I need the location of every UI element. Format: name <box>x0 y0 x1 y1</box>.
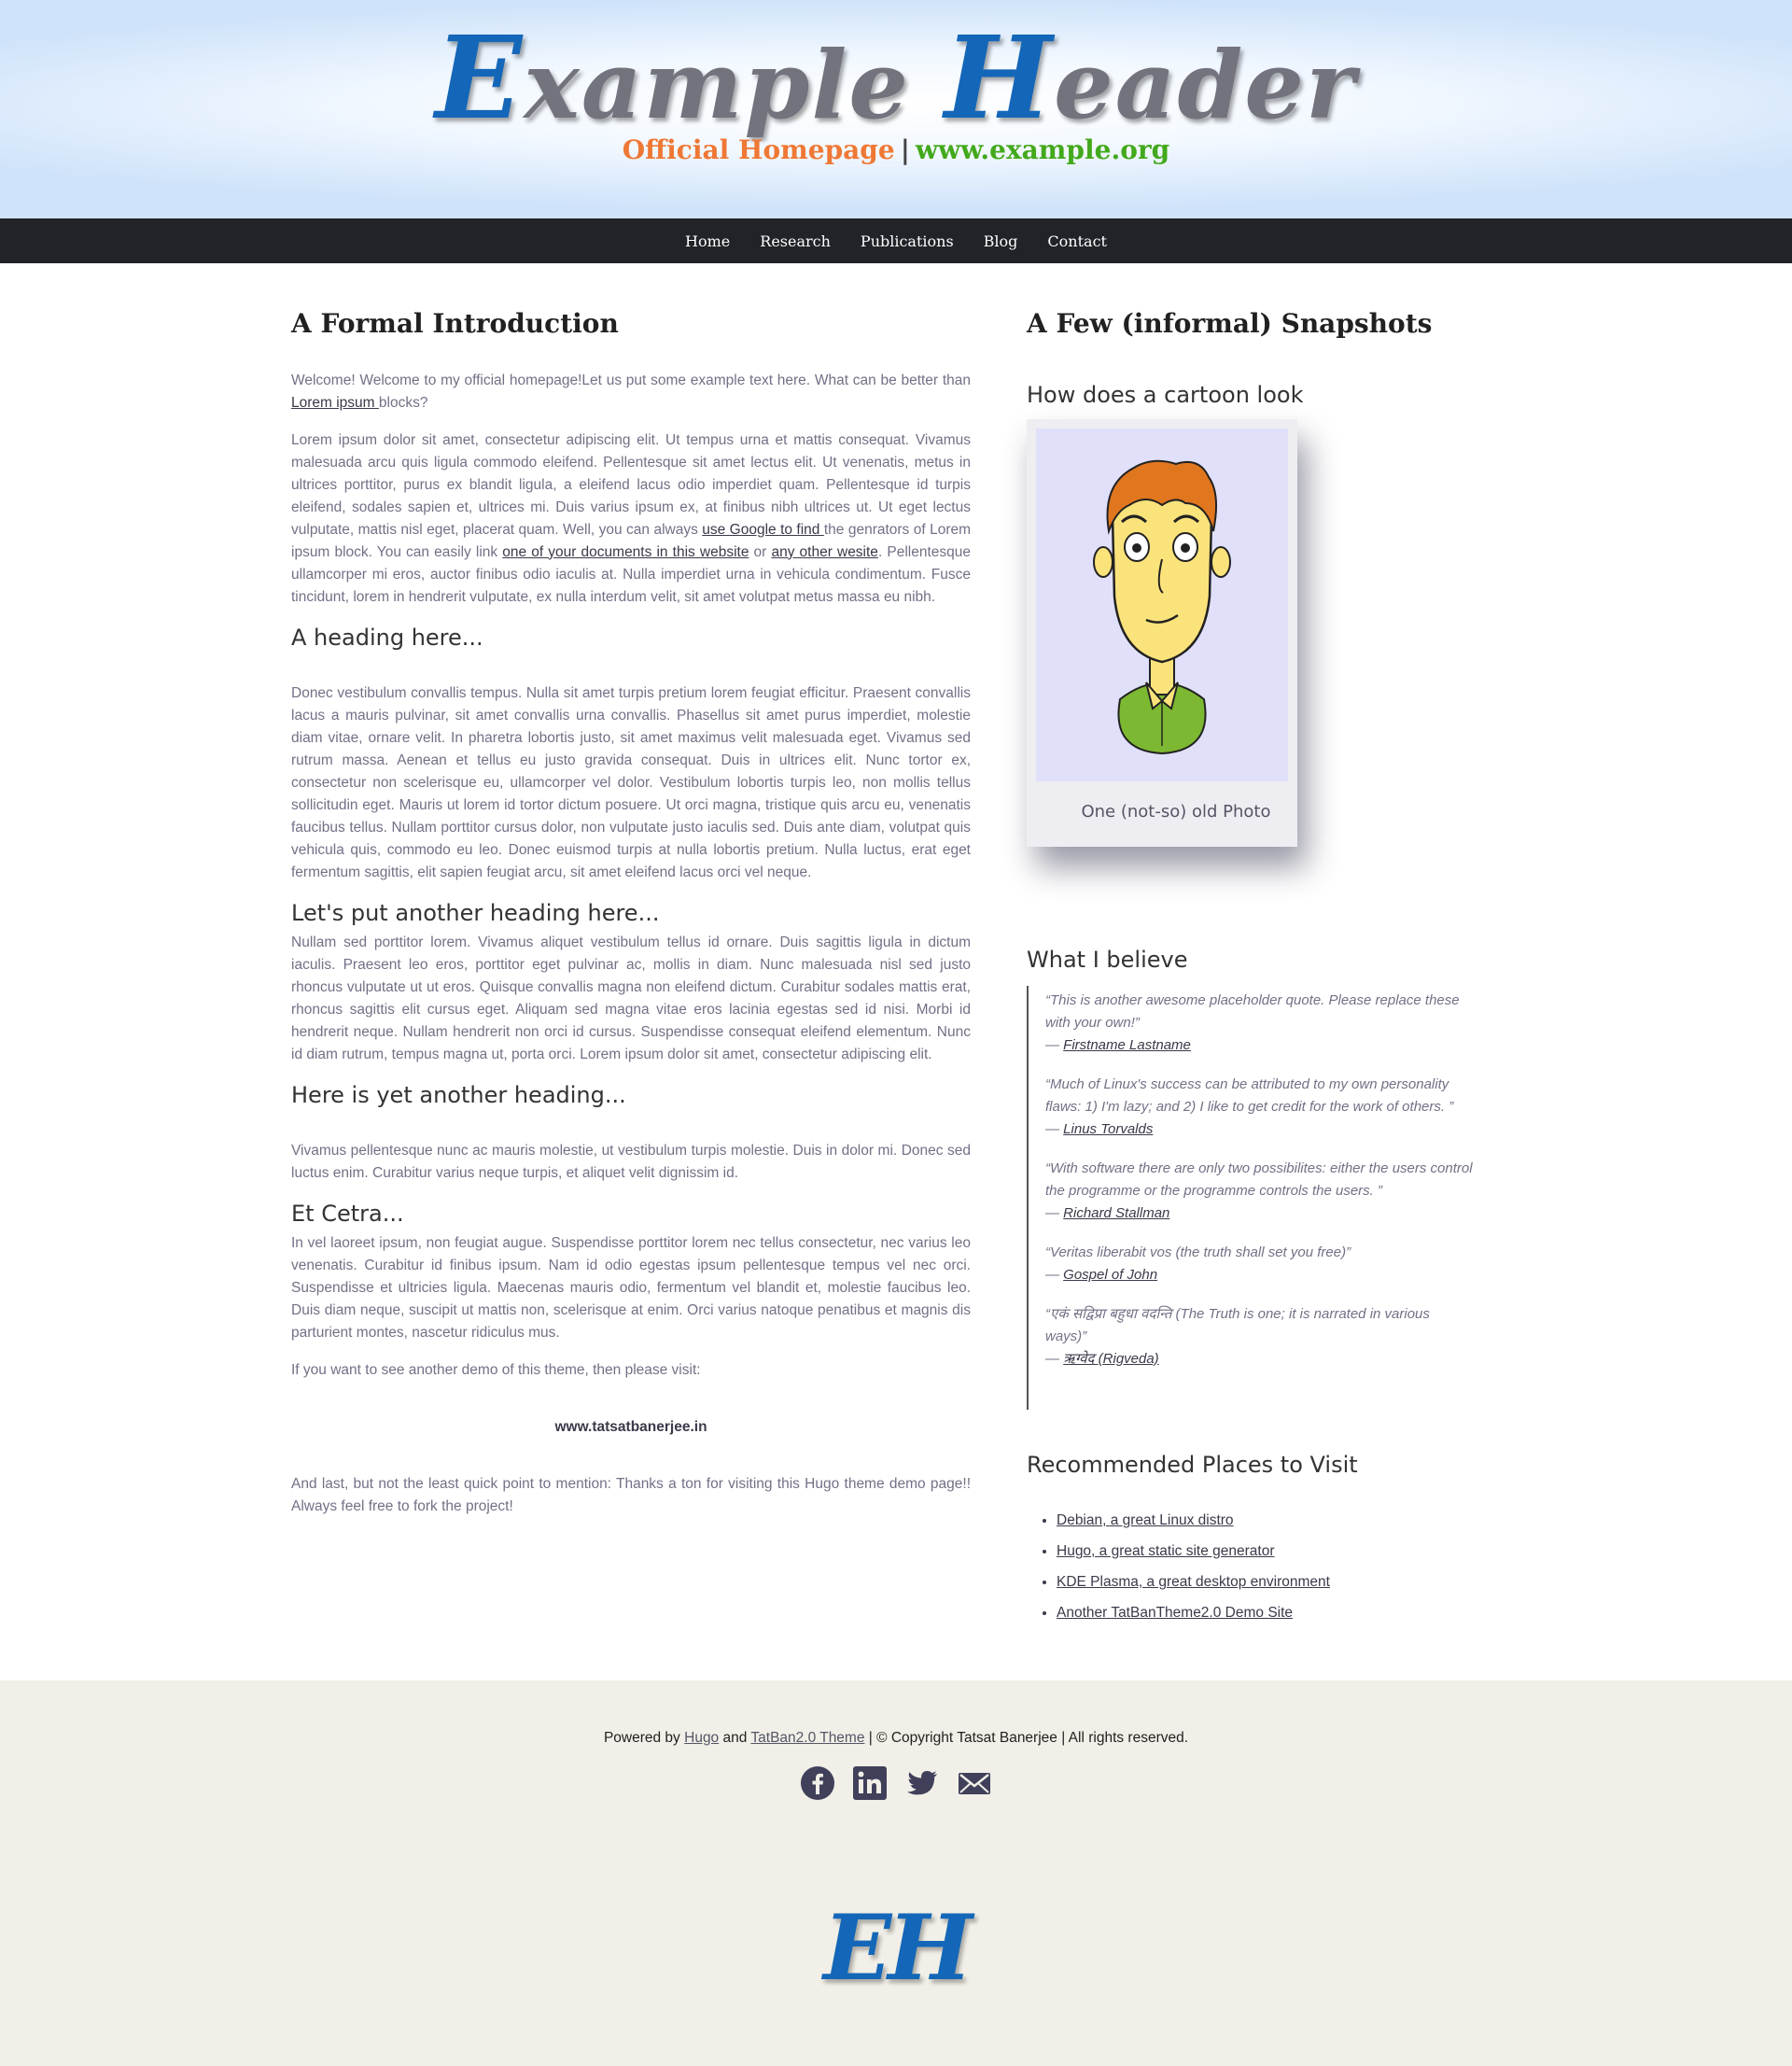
subtitle-homepage: Official Homepage <box>622 134 895 165</box>
intro-title: A Formal Introduction <box>291 308 619 339</box>
social-links <box>0 1766 1792 1800</box>
places-heading: Recommended Places to Visit <box>1027 1451 1358 1478</box>
quote-item <box>1045 1158 1475 1225</box>
hugo-link[interactable]: Hugo <box>684 1730 720 1746</box>
quote-author-link[interactable]: Gospel of John <box>1063 1266 1158 1283</box>
facebook-icon[interactable] <box>801 1766 834 1800</box>
quote-dash: — <box>1045 1204 1064 1221</box>
lorem-paragraph <box>291 429 971 609</box>
places-list <box>1027 1510 1475 1624</box>
powered-by-text: Powered by <box>603 1730 685 1746</box>
quote-dash: — <box>1045 1266 1064 1283</box>
quote-author-link[interactable]: Firstname Lastname <box>1063 1036 1191 1053</box>
list-item <box>1057 1540 1475 1563</box>
quote-text: “This is another awesome placeholder quote. Please replace these with your own!” <box>1045 991 1460 1031</box>
quote-item <box>1045 990 1475 1057</box>
quote-text: “Much of Linux's success can be attributed to my own personality flaws: 1) I'm lazy; and 2) I like to get credit for the work of others. ” <box>1045 1075 1454 1115</box>
intro-paragraph <box>291 370 971 415</box>
demo-site-link[interactable]: www.tatsatbanerjee.in <box>554 1419 707 1436</box>
paragraph-4: Nullam sed porttitor lorem. Vivamus aliquet vestibulum tellus id ornare. Duis sagittis ligula in dictum iaculis. Praesent leo eros, porttitor eget pulvinar ac, mollis in diam. Nunc malesuada nisl sed justo rhoncus vulputate ut ut eros. Quisque convallis magna non eleifend dictum. Curabitur sodales mattis erat, rhoncus sagittis elit cursus eget. Aliquam sed magna vitae eros lacinia egestas sed id nisi. Morbi id hendrerit neque. Nullam hendrerit non orci id cursus. Suspendisse consequat eleifend elementum. Nunc id diam rutrum, tempus magna ut, porta orci. Lorem ipsum dolor sit amet, consectetur adipiscing elit. <box>291 934 971 1062</box>
paragraph-7: If you want to see another demo of this theme, then please visit: <box>291 1362 701 1379</box>
cartoon-image <box>1036 429 1288 781</box>
heading-3: Here is yet another heading... <box>291 1081 626 1108</box>
paragraph-8: And last, but not the least quick point to mention: Thanks a ton for visiting this Hugo theme demo page!! Always feel free to fork the project! <box>291 1476 971 1515</box>
nav-publications[interactable]: Publications <box>860 232 954 250</box>
cartoon-face-icon <box>1036 429 1288 781</box>
footer <box>0 1680 1792 2066</box>
twitter-icon[interactable] <box>905 1766 939 1800</box>
site-subtitle <box>0 134 1792 165</box>
copyright-text: | © Copyright Tatsat Banerjee | All rights reserved. <box>864 1730 1189 1746</box>
quote-author-line <box>1045 1348 1475 1370</box>
lorem-ipsum-link[interactable]: Lorem ipsum <box>291 394 379 411</box>
quote-item <box>1045 1242 1475 1286</box>
quote-item <box>1045 1074 1475 1141</box>
list-item <box>1057 1510 1475 1532</box>
p2-text-a: Lorem ipsum dolor sit amet, consectetur adipiscing elit. Ut tempus urna et mattis consequat. Vivamus malesuada arcu quis ligula commodo eleifend. Pellentesque sit amet lectus elit. Ut venenatis, metus in ultrices porttitor, purus ex blandit ligula, a eleifend lacus odio imperdiet quam. Pellentesque id turpis eleifend, sodales sapien et, ultrices mi. Duis varius ipsum ex, at finibus nibh ultrices ut. Ut eget lectus vulputate, mattis nisl eget, placerat quam. Well, you can always <box>291 431 971 538</box>
nav-contact[interactable]: Contact <box>1047 232 1107 250</box>
quote-author-line <box>1045 1264 1475 1286</box>
other-website-link[interactable]: any other wesite <box>771 543 878 560</box>
paragraph-5: Vivamus pellentesque nunc ac mauris molestie, ut vestibulum turpis molestie. Duis in dolor mi. Donec sed luctus enim. Curabitur varius neque turpis, et aliquet velit dignissim id. <box>291 1143 971 1182</box>
subtitle-separator: | <box>900 134 910 165</box>
title-cap-h: H <box>944 10 1055 145</box>
place-link-debian[interactable]: Debian, a great Linux distro <box>1057 1512 1234 1529</box>
photo-card <box>1027 419 1297 847</box>
quote-dash: — <box>1045 1120 1064 1137</box>
paragraph-3: Donec vestibulum convallis tempus. Nulla sit amet turpis pretium lorem feugiat efficitur. Praesent convallis lacus a mauris pulvinar, sit amet convallis urna convallis. Phasellus sit amet purus imperdiet, molestie diam vitae, ornare velit. In pharetra lobortis justo, sit amet maximus velit malesuada eget. Vivamus sed rutrum massa. Aenean et tellus eu justo gravida consequat. Duis in ultrices elit. Nunc tortor ex, consectetur non scelerisque eu, ullamcorper vel dolor. Vestibulum lobortis turpis leo, non mollis tellus sollicitudin eget. Mauris ut lorem id tortor dictum posuere. Ut orci magna, tristique quis arcu eu, venenatis faucibus tellus. Nullam porttitor cursus dolor, non vulputate justo iaculis sed. Duis ante diam, volutpat quis vehicula quis, commodo eu leo. Donec euismod turpis at nulla lobortis pretium. Nulla luctus, erat eget fermentum sagittis, elit sapien feugiat arcu, sit amet eleifend lacus orci vel neque. <box>291 684 971 880</box>
photo-caption: One (not-so) old Photo <box>1081 801 1271 822</box>
quotes-block <box>1027 986 1475 1410</box>
list-item <box>1057 1571 1475 1594</box>
cartoon-heading: How does a cartoon look <box>1027 381 1304 408</box>
place-link-kde[interactable]: KDE Plasma, a great desktop environment <box>1057 1574 1330 1591</box>
site-title <box>0 10 1792 145</box>
email-icon[interactable] <box>958 1766 991 1800</box>
google-link[interactable]: use Google to find <box>702 521 824 538</box>
believe-heading: What I believe <box>1027 946 1188 973</box>
nav-home[interactable]: Home <box>685 232 731 250</box>
quote-author-link[interactable]: ऋग्वेद (Rigveda) <box>1063 1350 1159 1367</box>
place-link-hugo[interactable]: Hugo, a great static site generator <box>1057 1543 1275 1560</box>
heading-2: Let's put another heading here... <box>291 899 660 926</box>
heading-1: A heading here... <box>291 624 483 651</box>
right-column <box>1027 308 1475 1633</box>
footer-logo: EH <box>823 1895 969 2001</box>
subtitle-url: www.example.org <box>915 134 1170 165</box>
p2-text-c: or <box>749 543 772 560</box>
paragraph-6: In vel laoreet ipsum, non feugiat augue. Suspendisse porttitor lorem nec tellus consectetur, nec varius leo venenatis. Curabitur id finibus ipsum. Nam id odio egestas ipsum pellentesque tempus vel nec orci. Suspendisse et ultricies ligula. Maecenas mauris odio, fermentum vel blandit et, molestie faucibus leo. Duis diam neque, suscipit ut mattis non, scelerisque at enim. Orci varius natoque penatibus et magnis dis parturient montes, nascetur ridiculus mus. <box>291 1235 971 1342</box>
quote-author-link[interactable]: Linus Torvalds <box>1063 1120 1154 1137</box>
left-column <box>291 308 971 1533</box>
p2-text-b: the genrators of Lorem ipsum block. You can easily link <box>291 521 972 560</box>
nav-blog[interactable]: Blog <box>983 232 1018 250</box>
main-nav <box>0 218 1792 263</box>
place-link-demo[interactable]: Another TatBanTheme2.0 Demo Site <box>1057 1605 1294 1622</box>
theme-link[interactable]: TatBan2.0 Theme <box>750 1730 865 1746</box>
p2-text-d: . Pellentesque ullamcorper mi eros, auctor finibus odio iaculis at. Nulla imperdiet urna in vehicula condimentum. Fusce tincidunt, lorem in hendrerit vulputate, ex nulla interdum velit, sit amet volutpat metus massa eu nibh. <box>291 543 971 605</box>
intro-text: Welcome! Welcome to my official homepage!Let us put some example text here. What can be better than <box>291 372 971 388</box>
quote-author-link[interactable]: Richard Stallman <box>1063 1204 1170 1221</box>
main-content <box>0 263 1792 1680</box>
quote-text: “With software there are only two possibilites: either the users control the programme or the programme controls the users. ” <box>1045 1159 1473 1199</box>
header-banner <box>0 0 1792 218</box>
quote-text: “Veritas liberabit vos (the truth shall set you free)” <box>1045 1244 1351 1260</box>
snapshots-title: A Few (informal) Snapshots <box>1027 308 1433 339</box>
heading-4: Et Cetra... <box>291 1201 404 1228</box>
quote-text: “एकं सद्विप्रा बहुधा वदन्ति (The Truth is one; it is narrated in various ways)” <box>1045 1305 1430 1344</box>
quote-dash: — <box>1045 1350 1064 1367</box>
list-item <box>1057 1602 1475 1624</box>
documents-link[interactable]: one of your documents in this website <box>502 543 749 560</box>
quote-author-line <box>1045 1202 1475 1225</box>
quote-dash: — <box>1045 1036 1064 1053</box>
footer-credits <box>0 1730 1792 1747</box>
and-text: and <box>719 1730 751 1746</box>
quote-item <box>1045 1303 1475 1370</box>
title-word-2: eader <box>1054 30 1357 140</box>
title-word-1: xample <box>524 30 945 140</box>
quote-author-line <box>1045 1118 1475 1141</box>
title-cap-e: E <box>435 10 525 145</box>
nav-research[interactable]: Research <box>760 232 831 250</box>
demo-link-wrap <box>291 1419 971 1436</box>
quote-author-line <box>1045 1034 1475 1057</box>
linkedin-icon[interactable] <box>853 1766 887 1800</box>
intro-tail: blocks? <box>378 394 428 411</box>
